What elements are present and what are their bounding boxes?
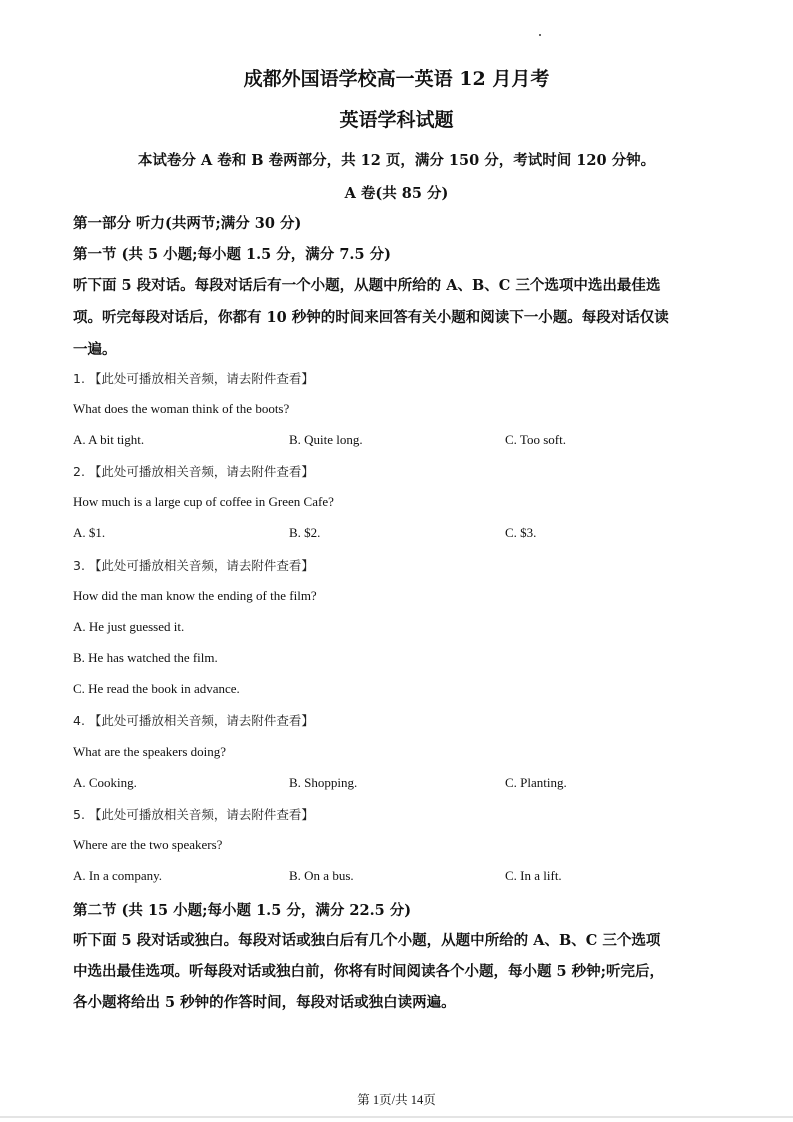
page-number: 第 1页/共 14页: [357, 1093, 436, 1107]
section2-instruction-line1: 听下面 5 段对话或独白。每段对话或独白后有几个小题，从题中所给的 A、B、C 三个选项: [73, 932, 661, 949]
question-2-option-b: B. $2.: [289, 525, 321, 540]
question-2-option-a: A. $1.: [73, 525, 106, 540]
question-1-text: What does the woman think of the boots?: [73, 401, 290, 416]
decorative-dot: [539, 34, 541, 36]
question-4-option-a: A. Cooking.: [73, 775, 137, 790]
question-1-option-a: A. A bit tight.: [73, 432, 145, 447]
question-5-option-b: B. On a bus.: [289, 868, 354, 883]
question-1-audio-note[interactable]: 1. 【此处可播放相关音频，请去附件查看】: [73, 371, 314, 386]
page-title: 成都外国语学校高一英语 12 月月考: [243, 68, 550, 90]
question-3-text: How did the man know the ending of the film?: [73, 588, 317, 603]
question-1-option-c: C. Too soft.: [505, 432, 566, 447]
section2-title: 第二节 (共 15 小题;每小题 1.5 分，满分 22.5 分): [73, 902, 412, 919]
question-3-audio-note[interactable]: 3. 【此处可播放相关音频，请去附件查看】: [73, 558, 314, 573]
question-3-option-a: A. He just guessed it.: [73, 619, 185, 634]
bottom-divider: [0, 1116, 793, 1118]
question-4-option-c: C. Planting.: [505, 775, 567, 790]
page-subtitle: 英语学科试题: [339, 109, 454, 131]
paper-info: 本试卷分 A 卷和 B 卷两部分，共 12 页，满分 150 分，考试时间 120 分钟。: [137, 152, 656, 169]
section1-instruction-line1: 听下面 5 段对话。每段对话后有一个小题，从题中所给的 A、B、C 三个选项中选出最佳选: [73, 277, 661, 294]
question-2-audio-note[interactable]: 2. 【此处可播放相关音频，请去附件查看】: [73, 464, 314, 479]
question-3-option-b: B. He has watched the film.: [73, 650, 218, 665]
volume-a-heading: A 卷(共 85 分): [344, 185, 449, 202]
section1-instruction-line2: 项。听完每段对话后，你都有 10 秒钟的时间来回答有关小题和阅读下一小题。每段对话仅读: [73, 309, 669, 326]
section2-instruction-line2: 中选出最佳选项。听每段对话或独白前，你将有时间阅读各个小题，每小题 5 秒钟;听完后，: [73, 963, 665, 980]
question-4-text: What are the speakers doing?: [73, 744, 227, 759]
section1-instruction-line3: 一遍。: [73, 341, 117, 358]
question-3-option-c: C. He read the book in advance.: [73, 681, 240, 696]
question-5-option-c: C. In a lift.: [505, 868, 562, 883]
question-4-option-b: B. Shopping.: [289, 775, 358, 790]
section2-instruction-line3: 各小题将给出 5 秒钟的作答时间，每段对话或独白读两遍。: [73, 994, 456, 1011]
question-5-option-a: A. In a company.: [73, 868, 163, 883]
part1-title: 第一部分 听力(共两节;满分 30 分): [73, 215, 302, 232]
question-5-audio-note[interactable]: 5. 【此处可播放相关音频，请去附件查看】: [73, 807, 314, 822]
question-1-option-b: B. Quite long.: [289, 432, 363, 447]
question-4-audio-note[interactable]: 4. 【此处可播放相关音频，请去附件查看】: [73, 713, 314, 728]
question-2-text: How much is a large cup of coffee in Green Cafe?: [73, 494, 334, 509]
section1-title: 第一节 (共 5 小题;每小题 1.5 分，满分 7.5 分): [73, 246, 391, 263]
question-2-option-c: C. $3.: [505, 525, 537, 540]
question-5-text: Where are the two speakers?: [73, 837, 223, 852]
